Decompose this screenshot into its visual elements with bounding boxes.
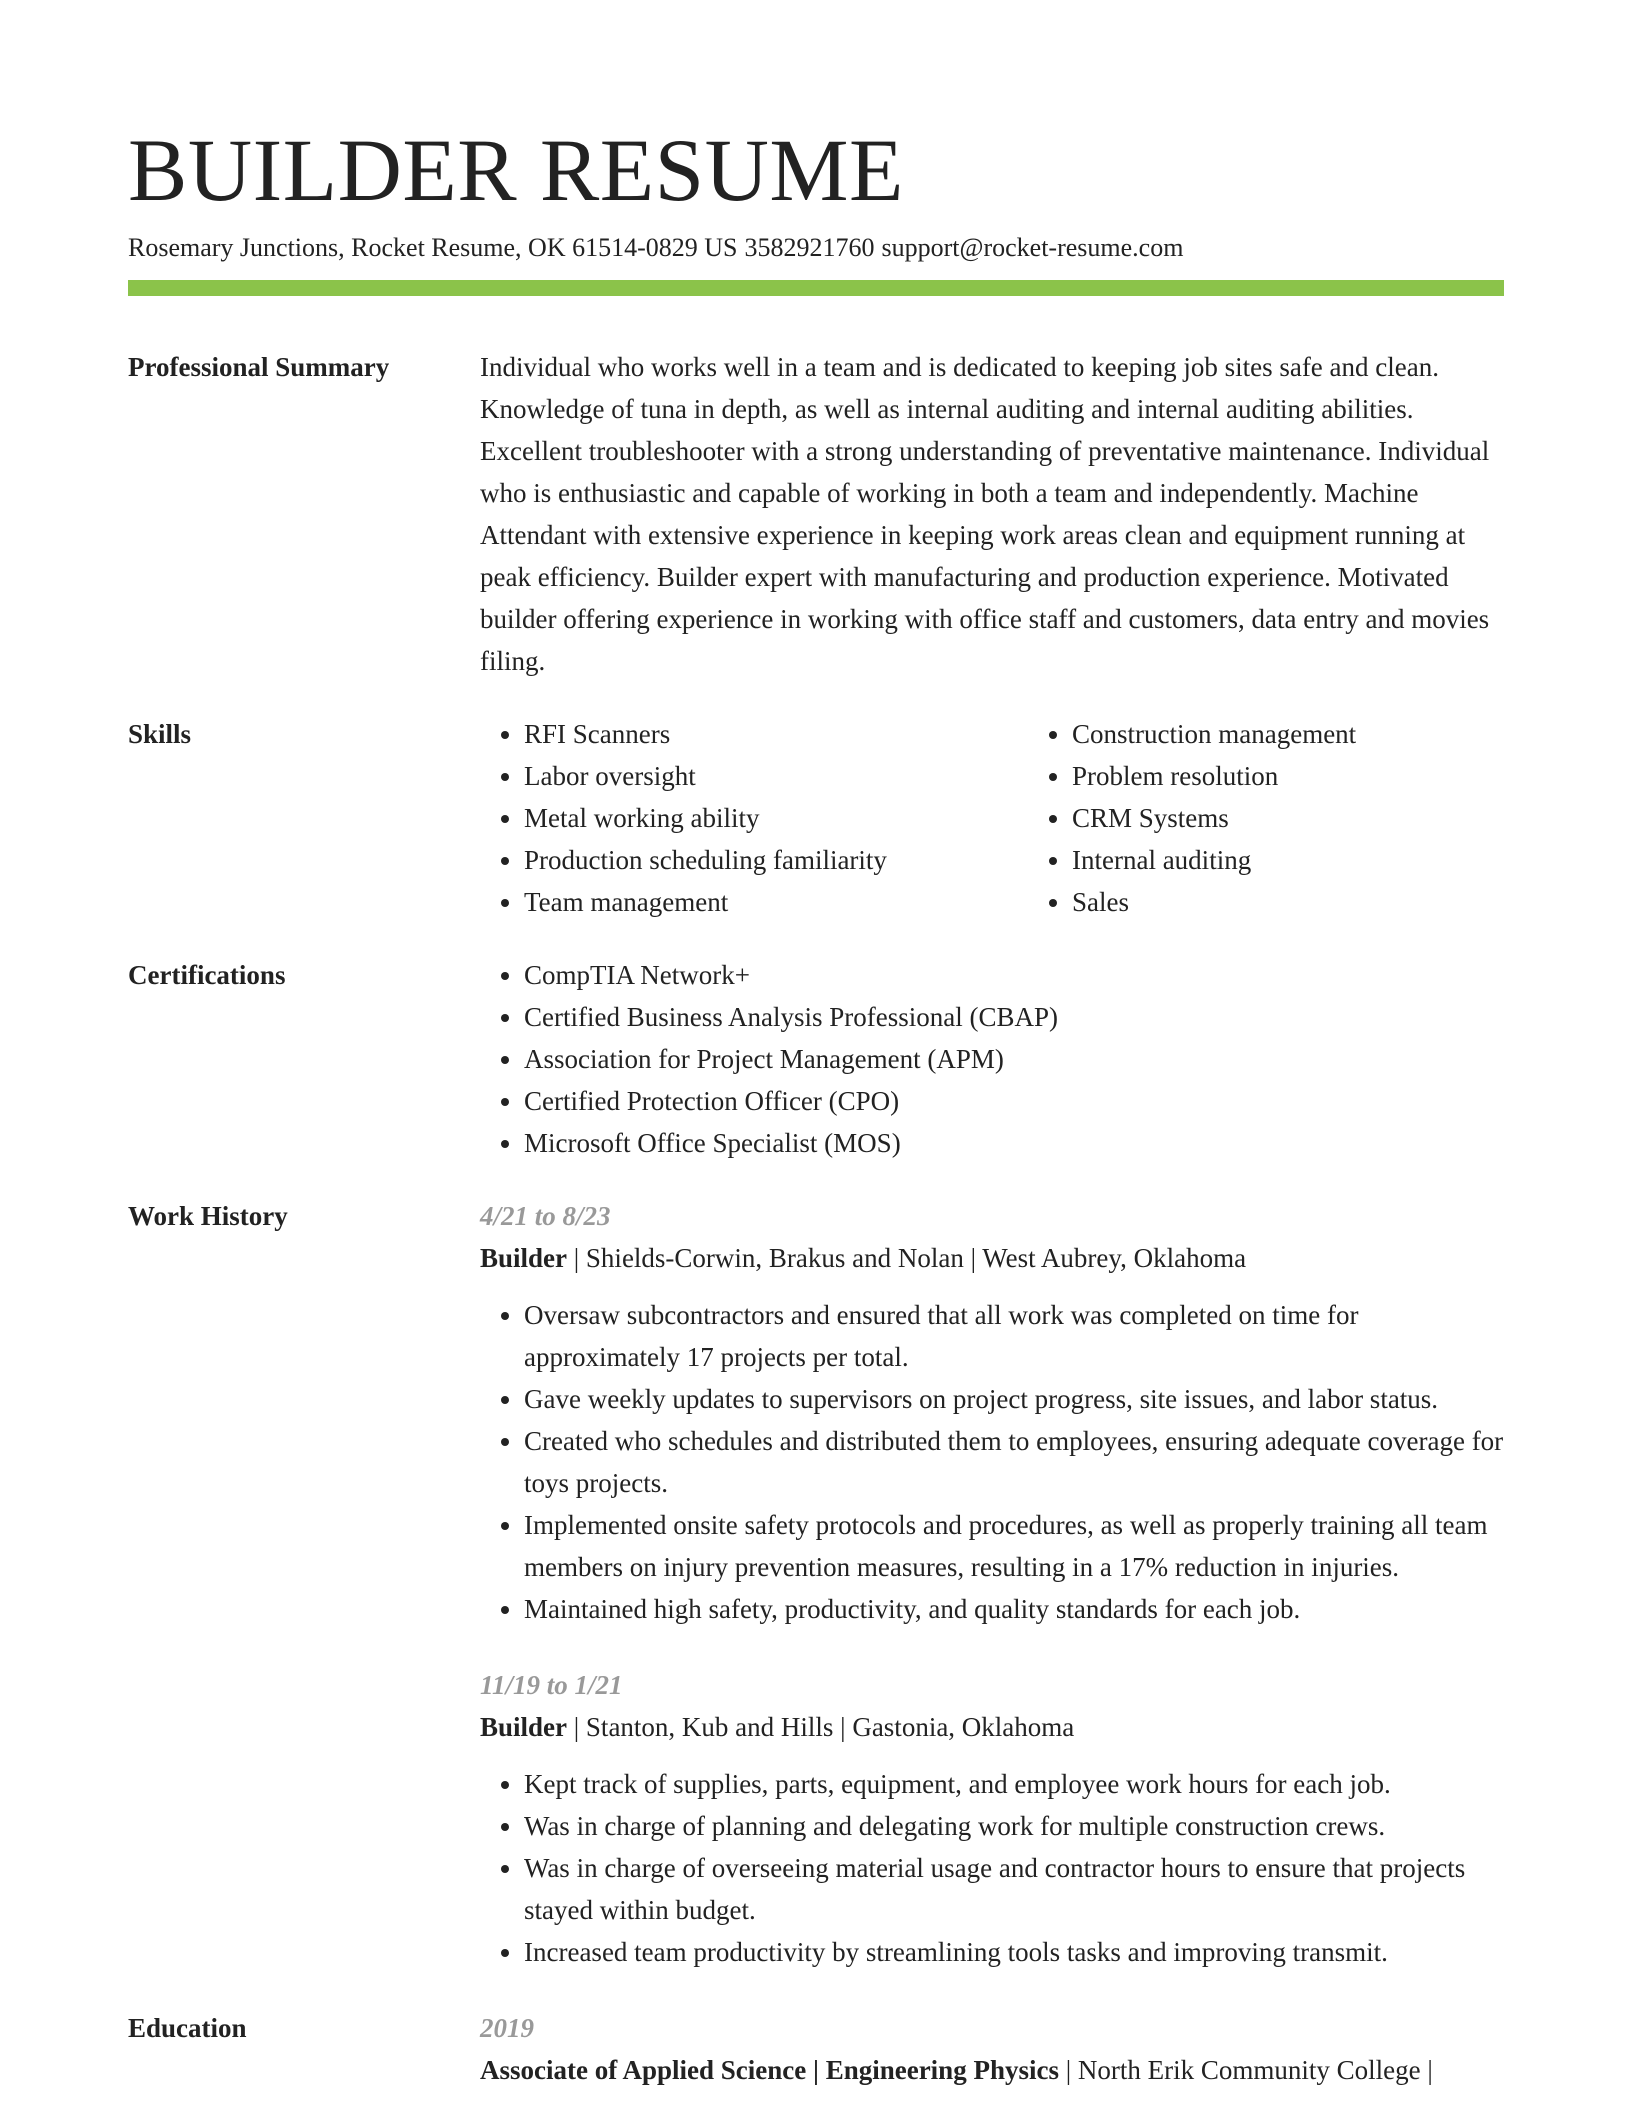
list-item: • Kept track of supplies, parts, equipment, and employee work hours for each job. <box>524 1763 1504 1805</box>
list-item: • Was in charge of overseeing material usage and contractor hours to ensure that projects stayed within budget. <box>524 1847 1504 1931</box>
list-item: • Internal auditing <box>1072 839 1356 881</box>
certifications-list <box>480 954 1504 1164</box>
contact-address: Rosemary Junctions, Rocket Resume, OK 61514-0829 US <box>128 232 738 262</box>
skills-section <box>128 713 1504 923</box>
list-item: • Implemented onsite safety protocols and procedures, as well as properly training all team members on injury prevention measures, resulting in a 17% reduction in injuries. <box>524 1504 1504 1588</box>
contact-line <box>128 231 1504 265</box>
list-item: • Association for Project Management (APM) <box>524 1038 1504 1080</box>
work-history-section <box>128 1195 1504 1973</box>
section-heading: Skills <box>128 718 192 749</box>
job-bullets <box>480 1763 1504 1973</box>
list-item: • Production scheduling familiarity <box>524 839 1028 881</box>
job-entry <box>480 1195 1504 1630</box>
job-details: | Shields-Corwin, Brakus and Nolan | West Aubrey, Oklahoma <box>567 1242 1247 1273</box>
list-item: • CRM Systems <box>1072 797 1356 839</box>
job-dates: 4/21 to 8/23 <box>480 1200 611 1231</box>
skills-list-left <box>480 713 1028 923</box>
list-item: • Was in charge of planning and delegating work for multiple construction crews. <box>524 1805 1504 1847</box>
contact-phone: 3582921760 <box>744 232 875 262</box>
list-item: • Labor oversight <box>524 755 1028 797</box>
list-item: • Problem resolution <box>1072 755 1356 797</box>
list-item: • CompTIA Network+ <box>524 954 1504 996</box>
list-item: • Team management <box>524 881 1028 923</box>
list-item: • Sales <box>1072 881 1356 923</box>
list-item: • Maintained high safety, productivity, and quality standards for each job. <box>524 1588 1504 1630</box>
list-item: • Created who schedules and distributed them to employees, ensuring adequate coverage for toys projects. <box>524 1420 1504 1504</box>
job-details: | Stanton, Kub and Hills | Gastonia, Oklahoma <box>567 1711 1075 1742</box>
skills-list-right <box>1028 713 1356 923</box>
job-title: Builder <box>480 1242 568 1273</box>
list-item: • Certified Protection Officer (CPO) <box>524 1080 1504 1122</box>
education-section <box>128 2007 1504 2091</box>
degree: Associate of Applied Science <box>480 2054 807 2085</box>
job-heading <box>480 1706 1504 1748</box>
summary-text: Individual who works well in a team and is dedicated to keeping job sites safe and clean. Knowledge of tuna in depth, as well as internal auditing and internal auditing abilities. Excellent troubleshooter with a strong understanding of preventative maintenance. Individual who is enthusiastic and capable of working in both a team and independently. Machine Attendant with extensive experience in keeping work areas clean and equipment running at peak efficiency. Builder expert with manufacturing and production experience. Motivated builder offering experience in working with office staff and customers, data entry and movies filing. <box>480 351 1490 676</box>
list-item: • Oversaw subcontractors and ensured that all work was completed on time for approximately 17 projects per total. <box>524 1294 1504 1378</box>
list-item: • Microsoft Office Specialist (MOS) <box>524 1122 1504 1164</box>
education-dates: 2019 <box>480 2012 534 2043</box>
job-bullets <box>480 1294 1504 1630</box>
resume-title: BUILDER RESUME <box>128 122 904 220</box>
section-heading: Professional Summary <box>128 351 390 382</box>
job-title: Builder <box>480 1711 568 1742</box>
education-heading: Associate of Applied Science | Engineering Physics | North Erik Community College | <box>480 2054 1433 2085</box>
section-heading: Certifications <box>128 959 286 990</box>
certifications-section <box>128 954 1504 1164</box>
section-heading: Education <box>128 2012 247 2043</box>
contact-email: support@rocket-resume.com <box>881 232 1184 262</box>
accent-divider <box>128 280 1504 296</box>
field-of-study: Engineering Physics <box>825 2054 1059 2085</box>
section-heading: Work History <box>128 1200 288 1231</box>
list-item: • RFI Scanners <box>524 713 1028 755</box>
job-heading <box>480 1237 1504 1279</box>
job-entry <box>480 1664 1504 1973</box>
list-item: • Construction management <box>1072 713 1356 755</box>
resume-page <box>128 118 1504 2091</box>
job-dates: 11/19 to 1/21 <box>480 1669 623 1700</box>
list-item: • Gave weekly updates to supervisors on project progress, site issues, and labor status. <box>524 1378 1504 1420</box>
list-item: • Certified Business Analysis Professional (CBAP) <box>524 996 1504 1038</box>
list-item: • Metal working ability <box>524 797 1028 839</box>
summary-section <box>128 346 1504 682</box>
school: | North Erik Community College | <box>1058 2054 1433 2085</box>
list-item: • Increased team productivity by streamlining tools tasks and improving transmit. <box>524 1931 1504 1973</box>
